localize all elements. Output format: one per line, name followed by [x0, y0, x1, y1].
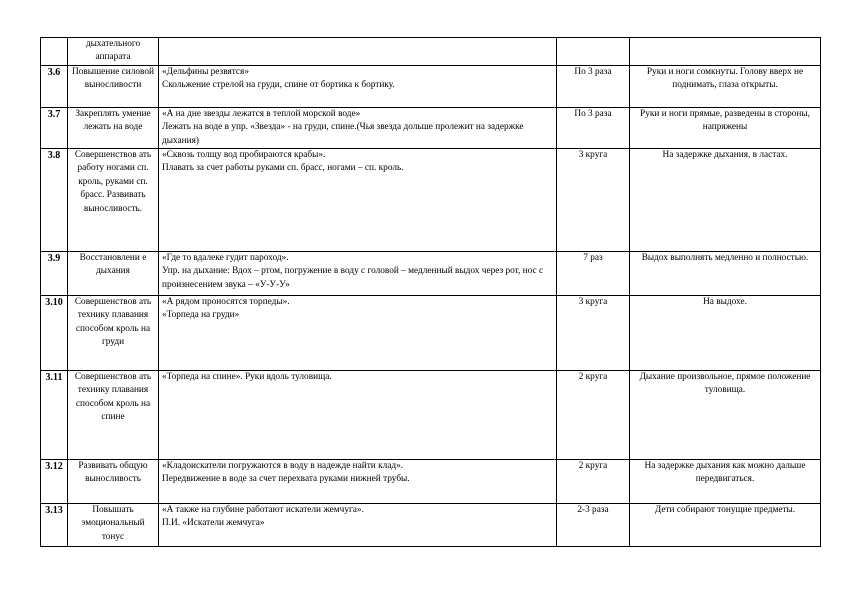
table-row — [41, 371, 821, 460]
row-number: 3.7 — [41, 107, 68, 148]
exercise-description-cell — [159, 252, 557, 296]
dosage-cell: 2 круга — [557, 371, 630, 460]
goal-cell: Совершенствов ать технику плавания способом кроль на спине — [68, 371, 159, 460]
goal-cell: Восстановлени е дыхания — [68, 252, 159, 296]
exercise-description-cell — [159, 296, 557, 371]
exercise-description-cell — [159, 65, 557, 107]
exercise-description-cell — [159, 149, 557, 252]
exercise-description-cell — [159, 371, 557, 460]
dosage-cell: 3 круга — [557, 149, 630, 252]
exercise-title: «Сквозь толщу вод пробираются крабы». — [162, 150, 326, 161]
goal-cell: Закреплять умение лежать на воде — [68, 107, 159, 148]
exercise-text: «Торпеда на груди» — [162, 310, 240, 321]
goal-cell: Совершенствов ать работу ногами сп. кроль, руками сп. брасс. Развивать выносливость. — [68, 149, 159, 252]
dosage-cell: По 3 раза — [557, 65, 630, 107]
goal-cell: Повышать эмоциональный тонус — [68, 504, 159, 547]
methodical-notes-cell — [630, 38, 821, 66]
exercise-title: «А на дне звезды лежатся в теплой морской воде» — [162, 108, 361, 119]
goal-cell: дыхательного аппарата — [68, 38, 159, 66]
exercise-text: Передвижение в воде за счет перехвата руками нижней трубы. — [162, 474, 410, 485]
row-number: 3.9 — [41, 252, 68, 296]
table-row — [41, 107, 821, 148]
table-row — [41, 252, 821, 296]
exercise-text: Скольжение стрелой на груди, спине от бортика к бортику. — [162, 80, 395, 91]
exercise-title: «Дельфины резвятся» — [162, 66, 249, 77]
exercise-title: «Где то вдалеке гудит пароход». — [162, 253, 289, 264]
exercise-description-cell — [159, 460, 557, 504]
goal-cell: Совершенствов ать технику плавания способом кроль на груди — [68, 296, 159, 371]
goal-cell: Повышение силовой выносливости — [68, 65, 159, 107]
dosage-cell: 7 раз — [557, 252, 630, 296]
table-row — [41, 65, 821, 107]
row-number: 3.10 — [41, 296, 68, 371]
table-row — [41, 504, 821, 547]
dosage-cell: 3 круга — [557, 296, 630, 371]
methodical-notes-cell: На выдохе. — [630, 296, 821, 371]
exercise-title: «А рядом проносятся торпеды». — [162, 297, 290, 308]
row-number: 3.13 — [41, 504, 68, 547]
goal-cell: Развивать общую выносливость — [68, 460, 159, 504]
exercise-text: Упр. на дыхание: Вдох – ртом, погружение в воду с головой – медленный выдох через рот, нос с произнесением звука – «У-У-У» — [162, 266, 546, 290]
row-number — [41, 38, 68, 66]
exercise-table-body — [41, 38, 821, 547]
table-row — [41, 38, 821, 66]
exercise-text: П.И. «Искатели жемчуга» — [162, 518, 265, 529]
table-row — [41, 296, 821, 371]
exercise-text: Лежать на воде в упр. «Звезда» - на груди, спине.(Чья звезда дольше пролежит на задержке дыхания) — [162, 122, 526, 146]
dosage-cell: 2-3 раза — [557, 504, 630, 547]
exercise-table — [40, 37, 821, 547]
dosage-cell: По 3 раза — [557, 107, 630, 148]
methodical-notes-cell: Дыхание произвольное, прямое положение туловища. — [630, 371, 821, 460]
methodical-notes-cell: На задержке дыхания как можно дальше передвигаться. — [630, 460, 821, 504]
exercise-title: «Кладоискатели погружаются в воду в надежде найти клад». — [162, 461, 404, 472]
methodical-notes-cell: Дети собирают тонущие предметы. — [630, 504, 821, 547]
methodical-notes-cell: На задержке дыхания, в ластах. — [630, 149, 821, 252]
methodical-notes-cell: Выдох выполнять медленно и полностью. — [630, 252, 821, 296]
exercise-title: «А также на глубине работают искатели жемчуга». — [162, 505, 364, 516]
table-row — [41, 460, 821, 504]
row-number: 3.6 — [41, 65, 68, 107]
dosage-cell: 2 круга — [557, 460, 630, 504]
methodical-notes-cell: Руки и ноги прямые, разведены в стороны, напряжены — [630, 107, 821, 148]
row-number: 3.8 — [41, 149, 68, 252]
table-row — [41, 149, 821, 252]
exercise-text: Плавать за счет работы руками сп. брасс, ногами – сп. кроль. — [162, 163, 404, 174]
methodical-notes-cell: Руки и ноги сомкнуты. Голову вверх не поднимать, глаза открыты. — [630, 65, 821, 107]
exercise-description-cell — [159, 38, 557, 66]
exercise-description-cell — [159, 107, 557, 148]
dosage-cell — [557, 38, 630, 66]
exercise-title: «Торпеда на спине». Руки вдоль туловища. — [162, 372, 332, 383]
row-number: 3.11 — [41, 371, 68, 460]
exercise-description-cell — [159, 504, 557, 547]
row-number: 3.12 — [41, 460, 68, 504]
